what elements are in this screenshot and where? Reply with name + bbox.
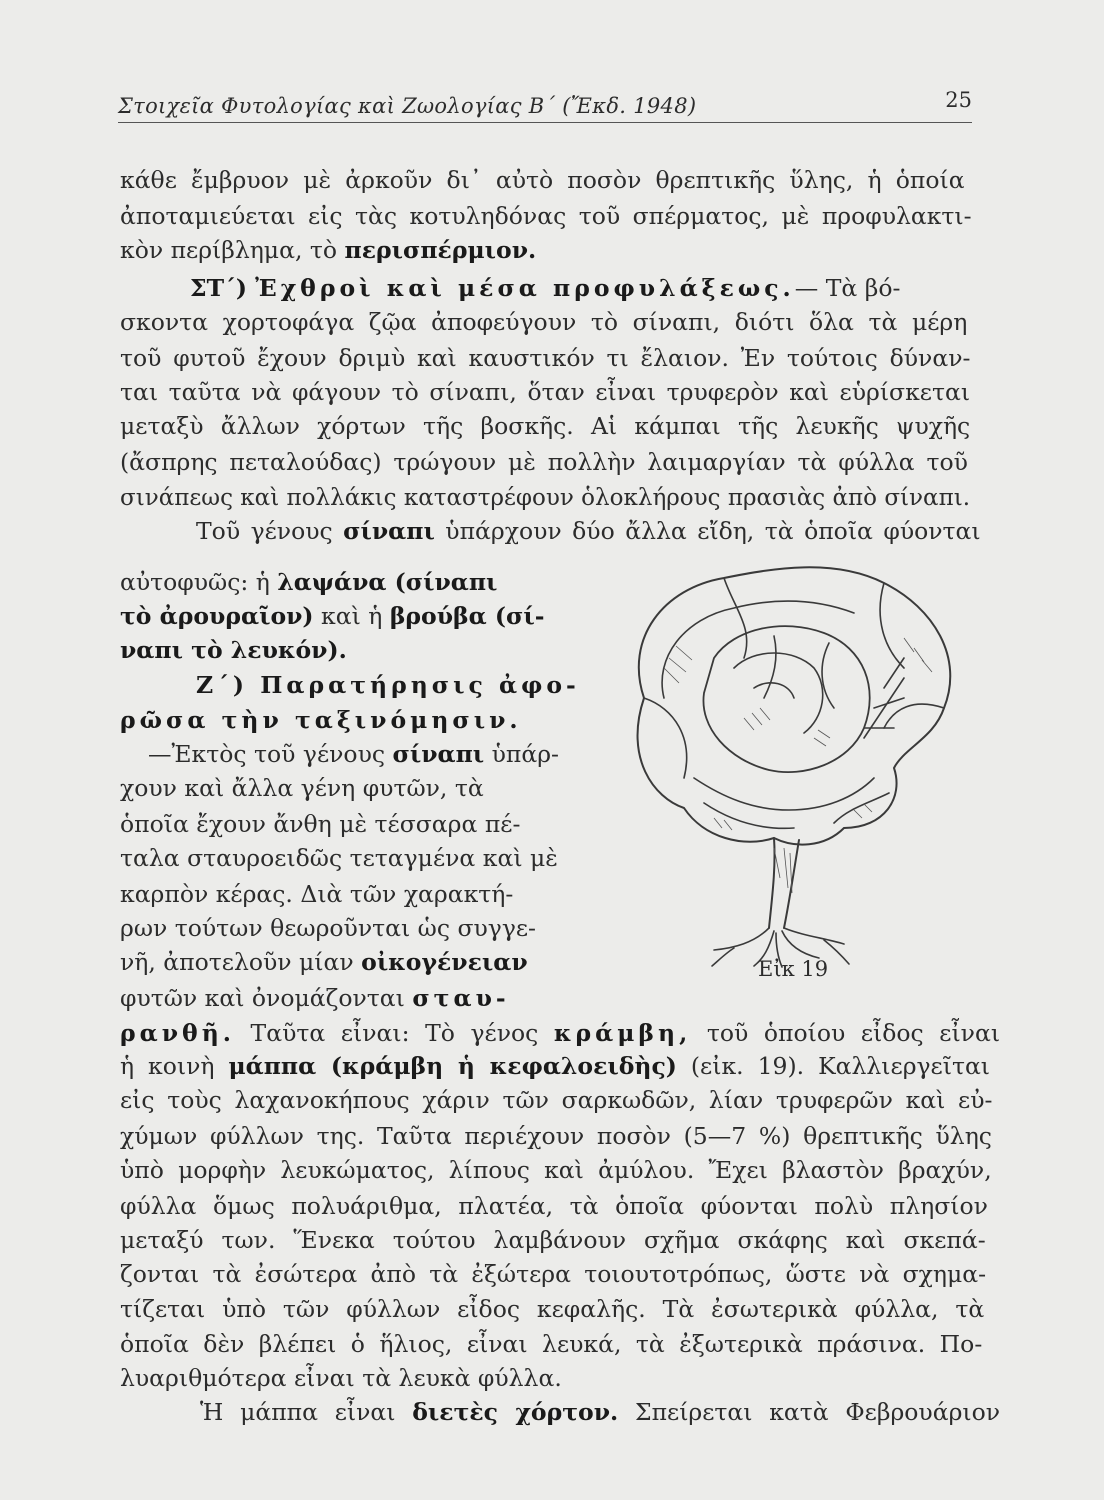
text-line (120, 1190, 988, 1222)
text-segment: μάππα (κράμβη ἡ κεφαλοειδὴς) (228, 1052, 677, 1080)
text-segment: κάθε ἔμβρυον μὲ ἀρκοῦν δι᾽ αὐτὸ ποσὸν θρεπτικῆς ὕλης, ἡ ὁποία (120, 166, 965, 194)
text-line (120, 772, 484, 804)
text-line (200, 1396, 1000, 1428)
text-segment: φυτῶν καὶ ὀνομάζονται (120, 984, 413, 1012)
text-segment: βρούβα (σί- (389, 602, 545, 630)
text-segment: σινάπεως καὶ πολλάκις καταστρέφουν ὁλοκλήρους πρασιὰς ἀπὸ σίναπι. (120, 483, 971, 511)
text-line (120, 1017, 1000, 1049)
text-segment: ὑπάρχουν δύο ἄλλα εἴδη, τὰ ὁποῖα φύονται (434, 517, 981, 545)
page-number: 25 (945, 88, 972, 112)
text-line (120, 634, 347, 666)
text-segment: Ταῦτα εἶναι: Τὸ γένος (234, 1019, 554, 1047)
text-line (120, 982, 510, 1014)
text-segment: οἰκογένειαν (361, 948, 528, 976)
text-line (120, 306, 967, 338)
text-line (120, 704, 522, 736)
text-line (120, 600, 544, 632)
text-line (120, 234, 536, 266)
text-segment: ναπι τὸ λευκόν). (120, 636, 347, 664)
text-segment: ἡ κοινὴ (120, 1052, 229, 1080)
text-segment: — Τὰ βό- (794, 274, 901, 302)
text-segment: σταυ- (412, 984, 510, 1012)
text-segment: ὑπάρ- (484, 740, 559, 768)
text-line (120, 1120, 992, 1152)
text-segment: καὶ ἡ (313, 602, 390, 630)
text-segment: μεταξὺ ἄλλων χόρτων τῆς βοσκῆς. Αἱ κάμπαι τῆς λευκῆς ψυχῆς (120, 412, 971, 440)
page-header (118, 86, 972, 123)
cabbage-illustration (604, 548, 982, 968)
text-line (120, 1224, 986, 1256)
text-segment: ζονται τὰ ἐσώτερα ἀπὸ τὰ ἐξώτερα τοιουτοτρόπως, ὥστε νὰ σχημα- (120, 1260, 987, 1288)
text-segment: τὸ ἀρουραῖον) (120, 602, 314, 630)
text-line (196, 515, 981, 547)
text-line (120, 1050, 990, 1082)
text-segment: (ἄσπρης πεταλούδας) τρώγουν μὲ πολλὴν λαιμαργίαν τὰ φύλλα τοῦ (120, 448, 968, 476)
text-segment: νῆ, ἀποτελοῦν μίαν (120, 948, 362, 976)
text-segment: ρῶσα τὴν ταξινόμησιν. (120, 706, 522, 734)
running-title: Στοιχεῖα Φυτολογίας καὶ Ζωολογίας Β΄ (Ἔκδ. 1948) (118, 94, 697, 118)
text-segment: Ἐχθροὶ καὶ μέσα προφυλάξεως. (255, 274, 795, 302)
text-segment: ρων τούτων θεωροῦνται ὡς συγγε- (120, 914, 536, 942)
text-segment: αὐτοφυῶς: ἡ (120, 568, 278, 596)
text-line (120, 446, 968, 478)
text-segment: τοῦ φυτοῦ ἔχουν δριμὺ καὶ καυστικόν τι ἔλαιον. Ἐν τούτοις δύναν- (120, 344, 971, 372)
text-segment: ται ταῦτα νὰ φάγουν τὸ σίναπι, ὅταν εἶναι τρυφερὸν καὶ εὑρίσκεται (120, 378, 971, 406)
text-segment: ὁποῖα ἔχουν ἄνθη μὲ τέσσαρα πέ- (120, 810, 521, 838)
text-line (120, 200, 972, 232)
text-segment: ρανθῆ. (120, 1019, 235, 1047)
text-line (120, 1293, 984, 1325)
text-line (120, 808, 520, 840)
text-segment: σίναπι (392, 740, 485, 768)
text-line (120, 1328, 982, 1360)
text-segment: Σπείρεται κατὰ Φεβρουάριον (618, 1398, 1001, 1426)
text-line (196, 669, 580, 701)
text-line (190, 272, 900, 304)
text-segment: μεταξύ των. Ἕνεκα τούτου λαμβάνουν σχῆμα σκάφης καὶ σκεπά- (120, 1226, 986, 1254)
text-segment: Τοῦ γένους (196, 517, 344, 545)
text-segment: Ζ΄) Παρατήρησις ἀφο- (196, 671, 580, 699)
text-segment: ΣΤ΄) (190, 274, 256, 302)
text-line (120, 946, 528, 978)
text-segment: διετὲς χόρτον. (412, 1398, 619, 1426)
text-segment: καρπὸν κέρας. Διὰ τῶν χαρακτή- (120, 880, 514, 908)
text-segment: τοῦ ὁποίου εἶδος εἶναι (691, 1019, 1001, 1047)
text-segment: σίναπι (343, 517, 435, 545)
text-line (120, 912, 536, 944)
text-segment: χουν καὶ ἄλλα γένη φυτῶν, τὰ (120, 774, 484, 802)
text-line (120, 1154, 992, 1186)
text-segment: (εἰκ. 19). Καλλιεργεῖται (676, 1052, 991, 1080)
text-segment: ἀποταμιεύεται εἰς τὰς κοτυληδόνας τοῦ σπέρματος, μὲ προφυλακτι- (120, 202, 972, 230)
text-line (120, 878, 513, 910)
text-segment: τίζεται ὑπὸ τῶν φύλλων εἶδος κεφαλῆς. Τὰ ἐσωτερικὰ φύλλα, τὰ (120, 1295, 985, 1323)
text-segment: ταλα σταυροειδῶς τεταγμένα καὶ μὲ (120, 844, 558, 872)
text-segment: φύλλα ὅμως πολυάριθμα, πλατέα, τὰ ὁποῖα φύονται πολὺ πλησίον (120, 1192, 988, 1220)
text-line (120, 164, 965, 196)
text-segment: χύμων φύλλων της. Ταῦτα περιέχουν ποσὸν (5—7 %) θρεπτικῆς ὕλης (120, 1122, 992, 1150)
text-line (120, 342, 970, 374)
text-line (120, 1258, 986, 1290)
figure-caption: Εἰκ 19 (758, 957, 829, 981)
text-segment: —Ἐκτὸς τοῦ γένους (148, 740, 393, 768)
text-segment: λυαριθμότερα εἶναι τὰ λευκὰ φύλλα. (120, 1364, 562, 1392)
text-segment: κράμβη, (553, 1019, 692, 1047)
text-line (148, 738, 559, 770)
text-line (120, 1362, 562, 1394)
text-line (120, 481, 970, 513)
text-line (120, 376, 970, 408)
text-line (120, 410, 970, 442)
text-segment: ὁποῖα δὲν βλέπει ὁ ἥλιος, εἶναι λευκά, τὰ ἐξωτερικὰ πράσινα. Πο- (120, 1330, 983, 1358)
cabbage-drawing (604, 548, 982, 968)
text-segment: λαψάνα (σίναπι (277, 568, 498, 596)
text-line (120, 566, 497, 598)
text-segment: περισπέρμιον. (344, 236, 537, 264)
text-segment: κὸν περίβλημα, τὸ (120, 236, 345, 264)
text-segment: εἰς τοὺς λαχανοκήπους χάριν τῶν σαρκωδῶν, λίαν τρυφερῶν καὶ εὐ- (120, 1086, 993, 1114)
text-segment: σκοντα χορτοφάγα ζῷα ἀποφεύγουν τὸ σίναπι, διότι ὅλα τὰ μέρη (120, 308, 968, 336)
text-line (120, 842, 558, 874)
text-line (120, 1084, 992, 1116)
text-segment: Ἡ μάππα εἶναι (200, 1398, 413, 1426)
text-segment: ὑπὸ μορφὴν λευκώματος, λίπους καὶ ἀμύλου. Ἔχει βλαστὸν βραχύν, (120, 1156, 992, 1184)
